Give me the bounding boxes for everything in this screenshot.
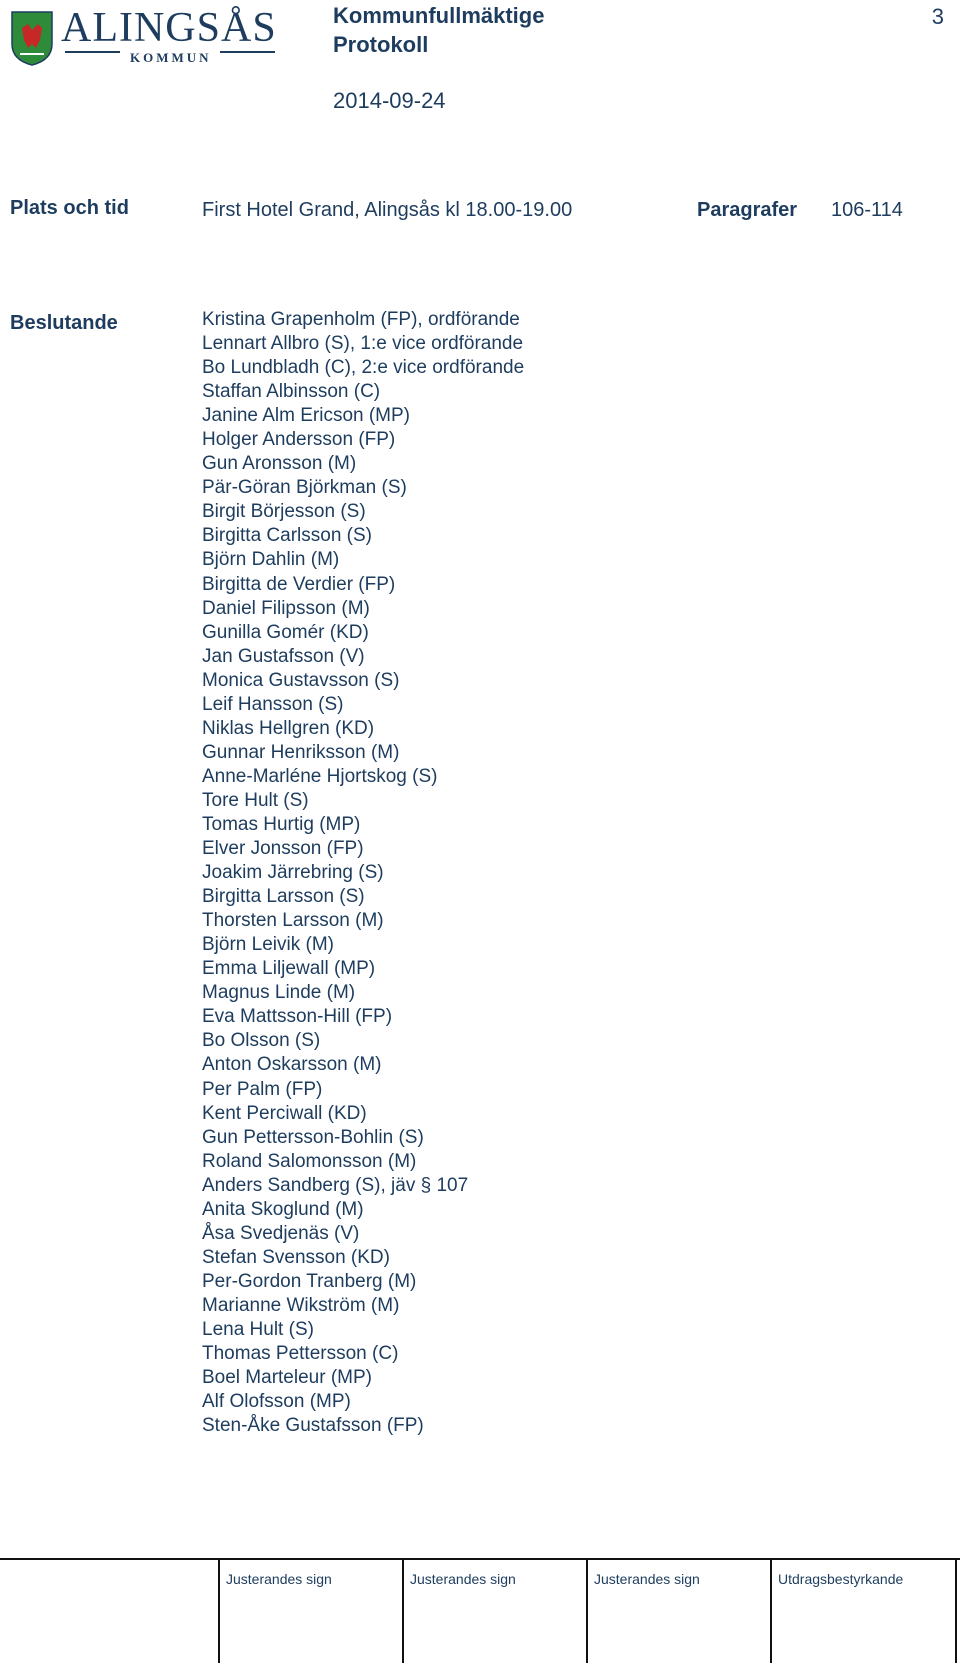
member-item: Janine Alm Ericson (MP): [202, 405, 411, 427]
member-item: Lennart Allbro (S), 1:e vice ordförande: [202, 333, 524, 355]
member-item: Kristina Grapenholm (FP), ordförande: [202, 309, 520, 330]
paragraphs-value: 106-114: [831, 199, 903, 221]
member-item: Björn Dahlin (M): [202, 549, 340, 571]
member-item: Gunnar Henriksson (M): [202, 741, 400, 763]
meeting-date: 2014-09-24: [333, 88, 446, 113]
member-item: Tomas Hurtig (MP): [202, 813, 361, 835]
place-value: First Hotel Grand, Alingsås kl 18.00-19.00: [202, 199, 573, 221]
logo-rule-left: [65, 51, 120, 53]
member-item: Gun Pettersson-Bohlin (S): [202, 1126, 424, 1148]
logo-rule-right: [220, 51, 275, 53]
footer-divider: [955, 1560, 957, 1663]
member-item: Emma Liljewall (MP): [202, 958, 376, 980]
member-item: Sten-Åke Gustafsson (FP): [202, 1415, 424, 1437]
paragraphs-label: Paragrafer: [697, 199, 798, 221]
member-item: Holger Andersson (FP): [202, 429, 396, 451]
member-item: Boel Marteleur (MP): [202, 1367, 372, 1389]
member-item: Marianne Wikström (M): [202, 1294, 400, 1316]
member-item: Daniel Filipsson (M): [202, 597, 370, 619]
footer-divider-2: [402, 1560, 404, 1663]
member-item: Leif Hansson (S): [202, 693, 344, 715]
member-item: Joakim Järrebring (S): [202, 862, 384, 884]
footer-sign-3: Justerandes sign: [594, 1571, 700, 1587]
footer-divider-3: [586, 1560, 588, 1663]
member-item: Birgitta Larsson (S): [202, 886, 365, 908]
place-label: Plats och tid: [10, 197, 129, 219]
member-item: Anton Oskarsson (M): [202, 1054, 382, 1076]
member-item: Per Palm (FP): [202, 1078, 323, 1100]
member-item: Magnus Linde (M): [202, 982, 356, 1004]
member-item: Bo Lundbladh (C), 2:e vice ordförande: [202, 357, 525, 379]
member-item: Staffan Albinsson (C): [202, 381, 381, 403]
member-item: Gunilla Gomér (KD): [202, 621, 369, 643]
coat-of-arms-icon: [10, 10, 54, 66]
member-item: Thorsten Larsson (M): [202, 910, 384, 932]
member-item: Anita Skoglund (M): [202, 1198, 364, 1220]
member-item: Kent Perciwall (KD): [202, 1102, 367, 1124]
member-item: Alf Olofsson (MP): [202, 1391, 351, 1413]
footer-certification: Utdragsbestyrkande: [778, 1571, 904, 1587]
member-item: Lena Hult (S): [202, 1318, 314, 1340]
alingsas-logo: [10, 4, 285, 70]
member-item: Elver Jonsson (FP): [202, 838, 364, 860]
member-item: Gun Aronsson (M): [202, 453, 357, 475]
logo-wordmark: ALINGSÅS: [61, 5, 277, 51]
member-item: Bo Olsson (S): [202, 1030, 321, 1052]
member-item: Eva Mattsson-Hill (FP): [202, 1006, 393, 1028]
decision-makers-label: Beslutande: [10, 312, 118, 334]
member-item: Birgit Börjesson (S): [202, 501, 366, 523]
member-item: Stefan Svensson (KD): [202, 1246, 390, 1268]
decision-makers-list: [202, 308, 524, 1438]
member-item: Roland Salomonsson (M): [202, 1150, 417, 1172]
footer-rule: [0, 1558, 960, 1560]
document-title: Kommunfullmäktige: [333, 3, 545, 28]
footer-sign-2: Justerandes sign: [410, 1571, 516, 1587]
logo-subtitle: KOMMUN: [130, 50, 212, 65]
footer-sign-1: Justerandes sign: [226, 1571, 332, 1587]
page-number: 3: [931, 4, 944, 29]
member-item: Per-Gordon Tranberg (M): [202, 1270, 417, 1292]
member-item: Birgitta Carlsson (S): [202, 525, 372, 547]
member-item: Birgitta de Verdier (FP): [202, 573, 396, 595]
document-type: Protokoll: [333, 32, 429, 57]
member-item: Pär-Göran Björkman (S): [202, 477, 407, 499]
footer-divider-1: [218, 1560, 220, 1663]
member-item: Anders Sandberg (S), jäv § 107: [202, 1174, 469, 1196]
member-item: Anne-Marléne Hjortskog (S): [202, 765, 438, 787]
footer-divider-4: [770, 1560, 772, 1663]
member-item: Tore Hult (S): [202, 789, 309, 811]
member-item: Monica Gustavsson (S): [202, 669, 400, 691]
member-item: Niklas Hellgren (KD): [202, 717, 375, 739]
member-item: Åsa Svedjenäs (V): [202, 1222, 360, 1244]
member-item: Jan Gustafsson (V): [202, 645, 365, 667]
member-item: Björn Leivik (M): [202, 934, 334, 956]
member-item: Thomas Pettersson (C): [202, 1343, 399, 1365]
